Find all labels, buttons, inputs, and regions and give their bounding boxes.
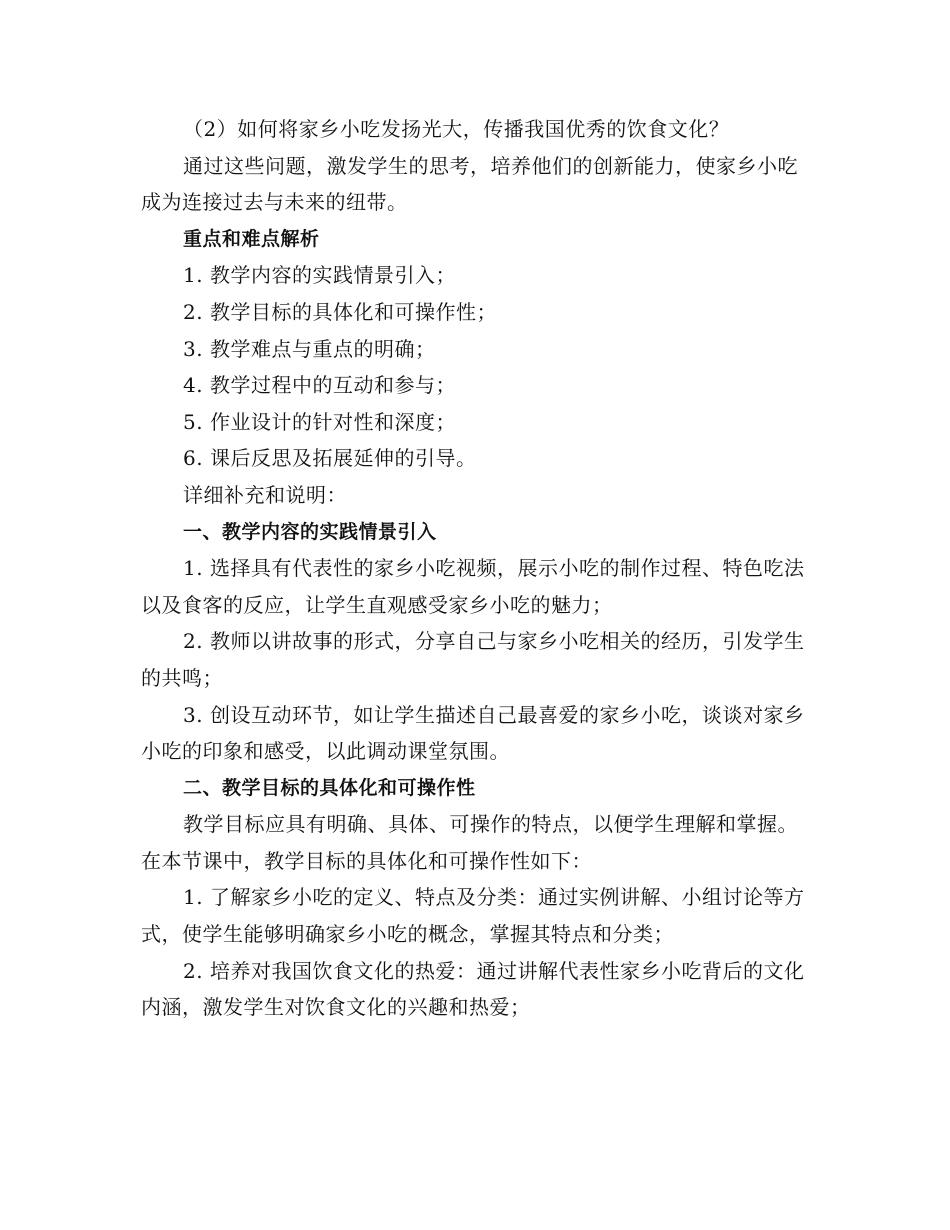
section-heading: 一、教学内容的实践情景引入 <box>183 520 437 543</box>
list-item: 2. 教师以讲故事的形式，分享自己与家乡小吃相关的经历，引发学生的共鸣； <box>141 629 805 690</box>
body-paragraph: 详细补充和说明： <box>183 482 347 507</box>
list-item: 5. 作业设计的针对性和深度； <box>183 409 456 434</box>
list-item: 2. 培养对我国饮食文化的热爱：通过讲解代表性家乡小吃背后的文化内涵，激发学生对饮食文化的兴趣和热爱； <box>141 958 805 1020</box>
list-item: 1. 选择具有代表性的家乡小吃视频，展示小吃的制作过程、特色吃法以及食客的反应，让学生直观感受家乡小吃的魅力； <box>141 556 805 617</box>
question-paragraph: （2）如何将家乡小吃发扬光大，传播我国优秀的饮食文化？ <box>183 117 730 141</box>
body-paragraph: 通过这些问题，激发学生的思考，培养他们的创新能力，使家乡小吃成为连接过去与未来的纽带。 <box>141 153 798 215</box>
section-heading: 重点和难点解析 <box>183 227 320 250</box>
section-heading: 二、教学目标的具体化和可操作性 <box>183 776 476 799</box>
list-item: 1. 了解家乡小吃的定义、特点及分类：通过实例讲解、小组讨论等方式，使学生能够明确家乡小吃的概念，掌握其特点和分类； <box>141 885 805 947</box>
list-item: 3. 创设互动环节，如让学生描述自己最喜爱的家乡小吃，谈谈对家乡小吃的印象和感受，以此调动课堂氛围。 <box>141 702 805 764</box>
list-item: 6. 课后反思及拓展延伸的引导。 <box>183 446 477 471</box>
list-item: 1. 教学内容的实践情景引入； <box>183 263 456 288</box>
document-body <box>141 111 813 1026</box>
list-item: 4. 教学过程中的互动和参与； <box>183 373 456 398</box>
list-item: 3. 教学难点与重点的明确； <box>183 336 436 361</box>
body-paragraph: 教学目标应具有明确、具体、可操作的特点，以便学生理解和掌握。在本节课中，教学目标的具体化和可操作性如下： <box>141 812 798 873</box>
list-item: 2. 教学目标的具体化和可操作性； <box>183 299 497 324</box>
